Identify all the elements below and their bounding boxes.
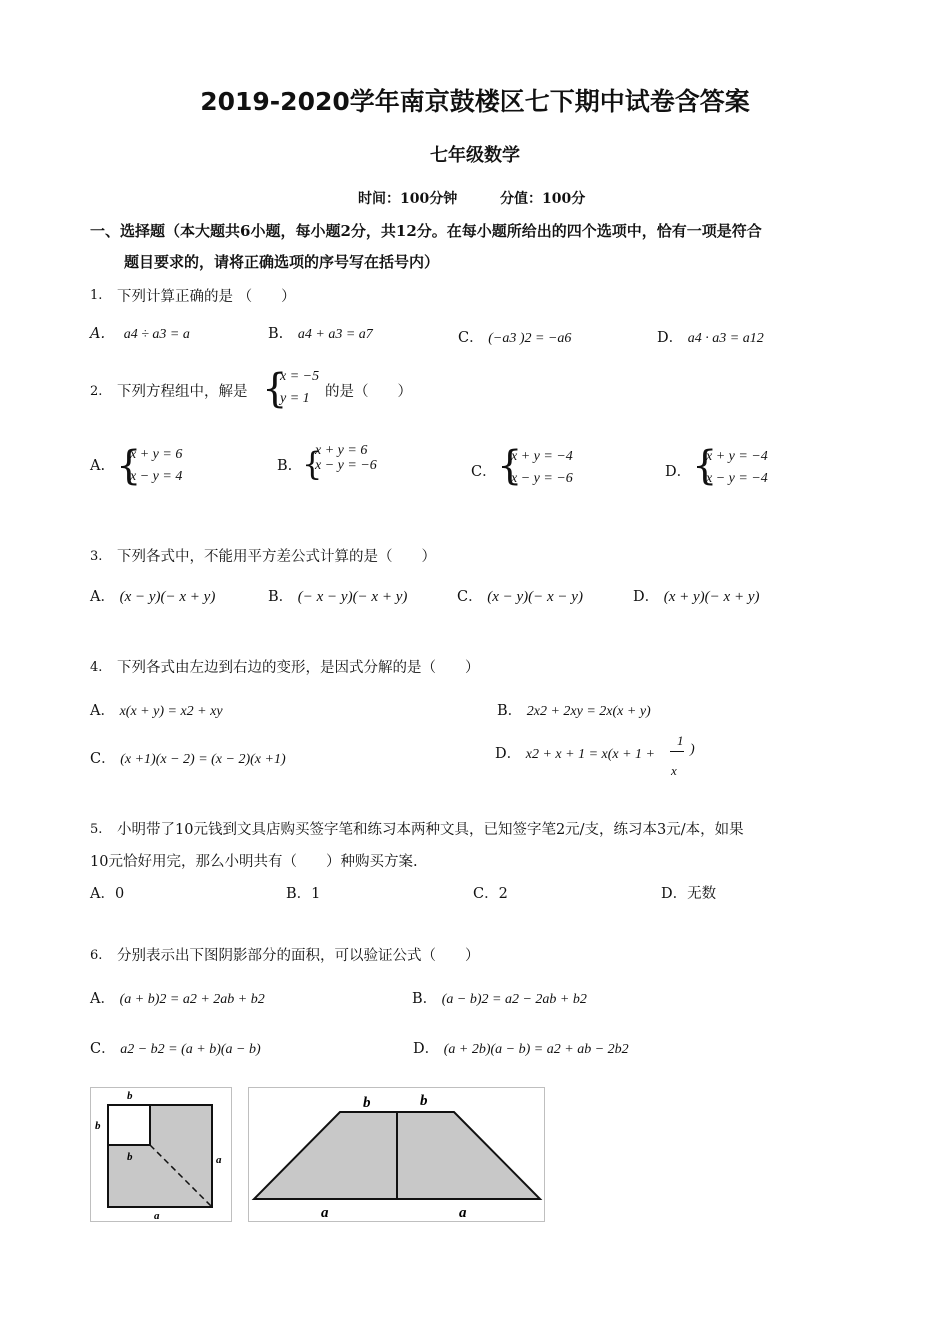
q2-option-b-label: B. [277,458,293,474]
q3-option-c [457,585,583,606]
q2-option-c-brace: { [497,443,523,489]
q2-option-a-eq1: x + y = 6 [130,447,183,462]
q4-number: 4. [90,660,103,675]
q3-option-a [90,585,215,606]
q4-option-b-label: B． [497,703,523,719]
q5-line2: 10元恰好用完，那么小明共有（ ）种购买方案. [90,854,418,870]
q6-option-a [90,987,265,1008]
q2-option-a-eq2: x − y = 4 [130,469,183,484]
fig1-label-top: b [127,1090,133,1102]
q6-number: 6. [90,948,103,963]
q5-option-c-value: 2 [498,886,508,902]
q1-option-b-label: B. [268,326,284,342]
exam-time: 时间：100分钟 [358,191,458,207]
q2-text-after: 的是（ ） [325,384,412,400]
fig2-label-bottom-left: a [321,1205,329,1221]
q3-number: 3. [90,549,103,564]
q5-number: 5. [90,822,103,837]
fig2-label-bottom-right: a [459,1205,467,1221]
figure-trapezoid-diagram [248,1087,545,1222]
q2-option-a-brace: { [116,443,142,489]
q5-option-a [90,882,124,903]
fig1-label-left: b [95,1120,101,1132]
q4-option-d-frac-den: x [671,763,677,778]
q2-option-d-eq2: x − y = −4 [706,471,768,486]
q6-option-b-label: B． [412,991,438,1007]
q6-option-d-label: D． [413,1041,440,1057]
q1-option-d [657,326,764,347]
q2-option-a-label: A. [90,458,106,474]
q4-option-d-close: ) [690,742,695,757]
q5-option-d-label: D． [661,886,688,902]
q2-option-b-brace: { [302,445,323,483]
q1-option-b-expr: a4 + a3 = a7 [297,327,373,342]
q2-option-d-system [706,446,768,490]
page-title: 2019-2020学年南京鼓楼区七下期中试卷含答案 [200,87,750,116]
q4-option-c [90,747,286,768]
q2-option-d-brace: { [692,443,718,489]
q1-option-c-expr: (−a3 )2 = −a6 [488,331,572,346]
fig1-label-right: a [216,1154,222,1166]
q2-option-b-eq2: x − y = −6 [315,458,377,473]
q1-option-a-expr: a4 ÷ a3 = a [123,327,190,342]
q6-option-b [412,987,587,1008]
q1-option-c-label: C． [458,330,484,346]
q1-text: 下列计算正确的是 （ ） [117,289,296,305]
q2-text-before: 下列方程组中，解是 [117,384,248,400]
q2-option-c-label: C． [471,464,497,480]
q2-option-c-system [511,446,573,490]
fig2-label-top-right: b [420,1093,428,1109]
q6-option-a-expr: (a + b)2 = a2 + 2ab + b2 [119,992,265,1007]
q4-option-d-label: D． [495,746,522,762]
q3-option-d-expr: (x + y)(− x + y) [663,589,760,605]
q3-option-d [633,585,759,606]
q2-option-a-system [130,444,182,488]
q1-option-b [268,326,373,343]
exam-score: 分值：100分 [500,191,586,207]
q3-option-c-label: C． [457,589,483,605]
q6-option-a-label: A． [90,991,115,1007]
q5-option-c-label: C． [473,886,499,902]
fig2-label-top-left: b [363,1095,371,1111]
q1-option-d-label: D． [657,330,684,346]
q1-number: 1. [90,288,103,303]
q3-option-d-label: D． [633,589,660,605]
q2-option-c-eq1: x + y = −4 [511,449,573,464]
q4-text: 下列各式由左边到右边的变形，是因式分解的是（ ） [117,660,480,676]
q2-option-b-eq1: x + y = 6 [315,443,368,458]
q5-option-c [473,882,508,903]
q3-option-b [268,585,407,606]
q6-text: 分别表示出下图阴影部分的面积，可以验证公式（ ） [117,948,480,964]
q4-option-d-frac-num: 1 [677,733,684,748]
q4-option-a [90,699,223,720]
q4-option-c-label: C． [90,751,116,767]
q1-option-a [90,326,190,343]
page-subtitle: 七年级数学 [430,145,520,166]
q5-option-a-value: 0 [114,886,125,902]
q3-option-b-expr: (− x − y)(− x + y) [297,589,408,605]
q4-option-d-expr: x2 + x + 1 = x(x + 1 + [525,747,656,762]
q3-option-a-expr: (x − y)(− x + y) [119,589,216,605]
figure-square-diagram [90,1087,232,1222]
q5-option-d [661,882,716,903]
q2-option-d-label: D． [665,464,692,480]
figure-square-inner-white [108,1105,150,1145]
fig1-label-inner: b [127,1151,133,1163]
q2-option-d-eq1: x + y = −4 [706,449,768,464]
q4-option-b [497,699,651,720]
fig1-label-bottom: a [154,1210,160,1222]
section-heading-line1: 一、选择题（本大题共6小题，每小题2分，共12分。在每小题所给出的四个选项中，恰有一项是符合 [90,222,762,240]
q2-solution-y: y = 1 [280,391,310,406]
q4-option-a-expr: x(x + y) = x2 + xy [119,704,223,719]
q4-option-d [495,742,655,763]
q1-option-d-expr: a4 · a3 = a12 [687,331,764,346]
q5-option-d-value: 无数 [687,886,717,902]
q3-text: 下列各式中，不能用平方差公式计算的是（ ） [117,549,436,565]
q2-option-c-eq2: x − y = −6 [511,471,573,486]
q4-option-b-expr: 2x2 + 2xy = 2x(x + y) [526,704,651,719]
q2-solution-brace: { [262,366,288,412]
q5-option-b-label: B． [286,886,312,902]
q3-option-b-label: B． [268,589,294,605]
q1-option-a-label: A. [90,326,106,342]
q5-option-b-value: 1 [311,886,321,902]
q4-option-d-frac-bar [670,751,684,752]
q2-solution-x: x = −5 [280,369,320,384]
q4-option-a-label: A． [90,703,115,719]
q5-line1: 小明带了10元钱到文具店购买签字笔和练习本两种文具，已知签字笔2元/支，练习本3元/本，如果 [117,822,744,838]
q4-option-c-expr: (x +1)(x − 2) = (x − 2)(x +1) [120,752,286,767]
q6-option-b-expr: (a − b)2 = a2 − 2ab + b2 [441,992,587,1007]
q6-option-d [413,1037,629,1058]
section-heading-line2: 题目要求的，请将正确选项的序号写在括号内） [124,253,440,271]
q3-option-a-label: A． [90,589,115,605]
q2-solution-system [280,366,319,410]
q6-option-c-expr: a2 − b2 = (a + b)(a − b) [120,1042,261,1057]
q2-option-b-system [315,443,377,473]
q2-number: 2. [90,384,103,399]
q6-option-c [90,1037,261,1058]
q5-option-b [286,882,320,903]
q3-option-c-expr: (x − y)(− x − y) [487,589,583,605]
q5-option-a-label: A． [90,886,115,902]
q6-option-c-label: C． [90,1041,116,1057]
q1-option-c [458,326,571,347]
q6-option-d-expr: (a + 2b)(a − b) = a2 + ab − 2b2 [443,1042,629,1057]
